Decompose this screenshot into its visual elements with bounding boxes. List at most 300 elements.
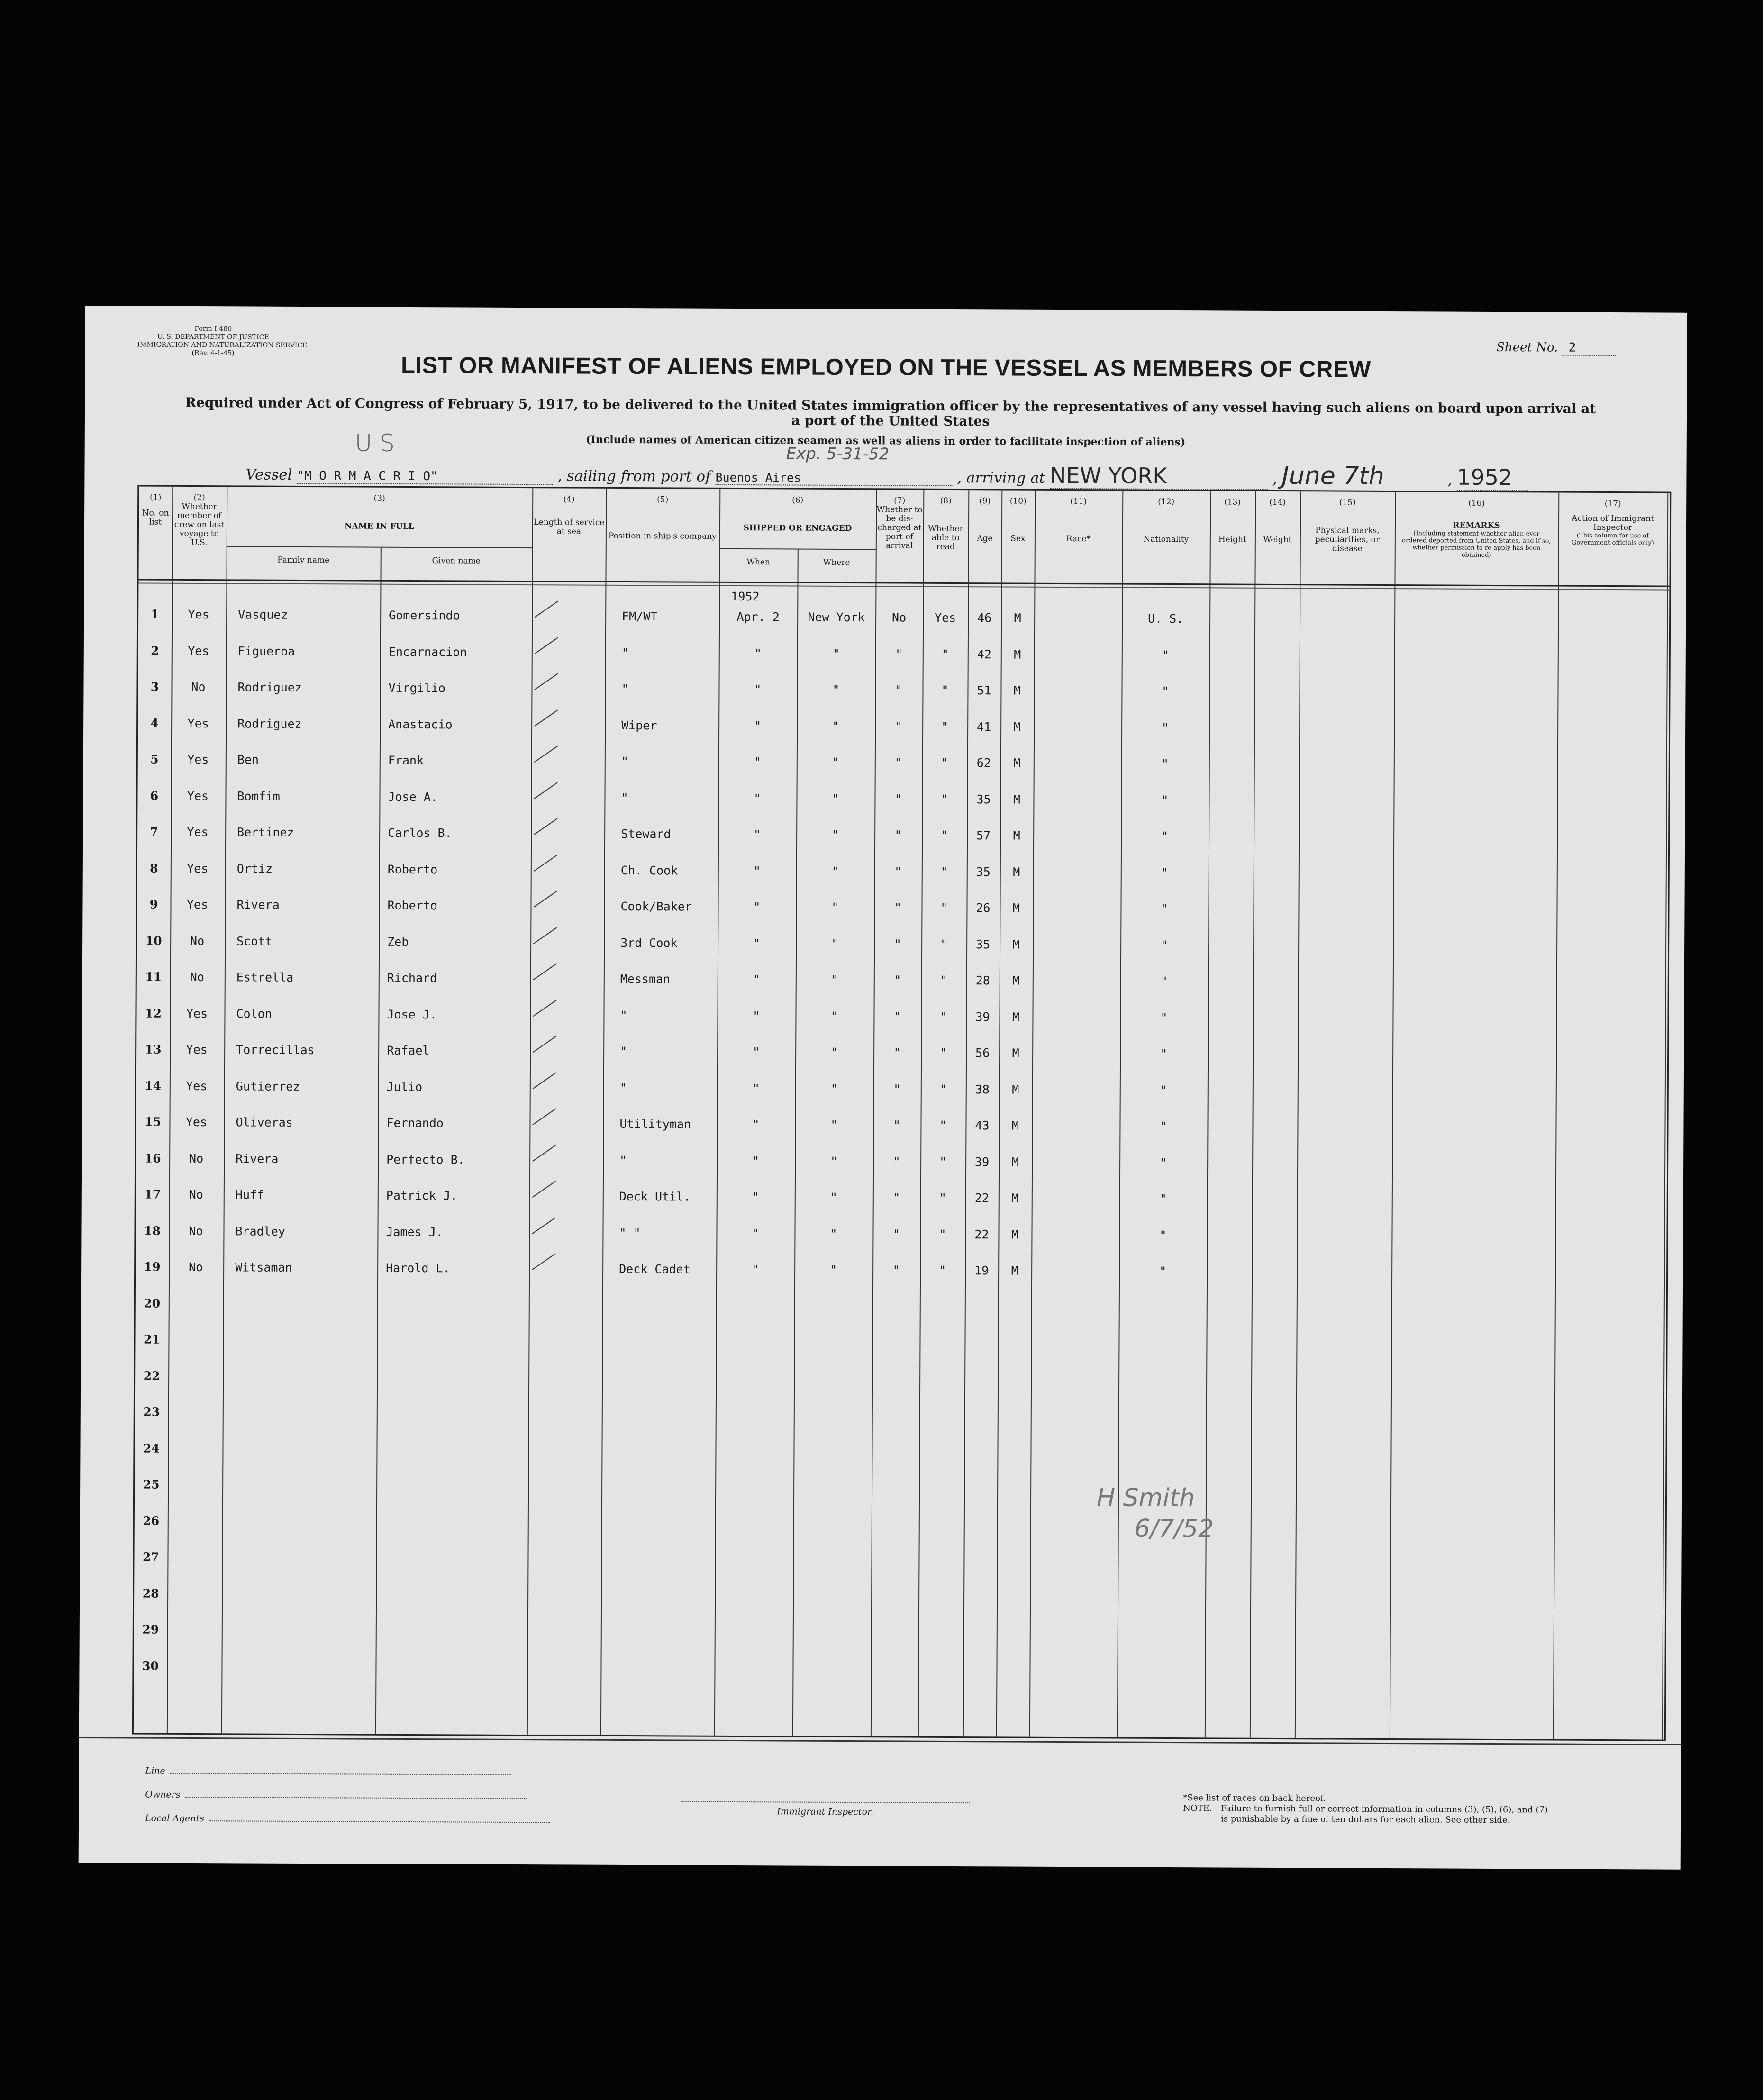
vessel-name: "M O R M A C R I O"	[297, 469, 553, 485]
able-to-read: "	[940, 973, 947, 987]
arrival-date: June 7th	[1281, 462, 1443, 491]
crew-last-voyage: Yes	[188, 607, 209, 622]
nationality: "	[1159, 1264, 1167, 1278]
position: "	[621, 754, 628, 769]
given-name: Richard	[387, 971, 437, 985]
nationality: "	[1160, 974, 1168, 988]
nationality: "	[1160, 1155, 1167, 1170]
row-number: 18	[144, 1224, 161, 1238]
row-number: 22	[143, 1369, 160, 1383]
age: 42	[977, 647, 991, 661]
age: 39	[975, 1155, 990, 1169]
inspection-date: 6/7/52	[1134, 1514, 1214, 1544]
discharged: "	[893, 1154, 900, 1169]
discharged: No	[892, 610, 907, 625]
nationality: "	[1160, 1119, 1167, 1133]
crew-last-voyage: Yes	[187, 861, 209, 875]
position: " "	[619, 1226, 641, 1240]
given-name: Frank	[388, 753, 424, 768]
crew-last-voyage: No	[190, 934, 205, 948]
discharged: "	[895, 683, 903, 697]
vessel-label: Vessel	[245, 466, 292, 483]
row-number: 3	[150, 680, 159, 694]
family-name: Witsaman	[235, 1260, 292, 1274]
family-name: Vasquez	[238, 608, 288, 622]
crew-last-voyage: Yes	[188, 644, 209, 658]
sheet-number	[1496, 340, 1616, 356]
col-12-header: (12) Nationality	[1143, 497, 1189, 545]
family-name: Bomfim	[237, 789, 280, 803]
empty-row	[135, 1514, 1665, 1557]
local-agents-field: Local Agents	[145, 1813, 550, 1826]
position: Cook/Baker	[620, 899, 692, 914]
row-number: 7	[150, 825, 158, 839]
discharged: "	[893, 1009, 901, 1024]
sex: M	[1011, 1155, 1019, 1169]
shipped-where: "	[832, 646, 840, 661]
empty-row	[134, 1550, 1665, 1593]
shipped-where: "	[831, 900, 839, 914]
sex: M	[1012, 1010, 1020, 1024]
col-1-header: (1) No. on list	[142, 492, 169, 527]
position: "	[620, 1044, 627, 1059]
shipped-where: "	[832, 827, 839, 842]
shipped-when: "	[752, 1190, 759, 1204]
age: 38	[975, 1082, 990, 1096]
arriving-label: , arriving at	[957, 469, 1045, 487]
position: Deck Cadet	[619, 1262, 691, 1276]
discharged: "	[893, 1082, 901, 1096]
line-field: Line	[145, 1766, 511, 1778]
row-number: 24	[143, 1441, 160, 1455]
shipped-when: "	[752, 1263, 759, 1277]
able-to-read: "	[939, 1263, 946, 1277]
empty-row	[135, 1441, 1665, 1484]
table-row	[136, 1006, 1667, 1049]
empty-row	[134, 1659, 1664, 1702]
row-number: 25	[143, 1477, 160, 1491]
able-to-read: "	[939, 1082, 947, 1096]
given-name-header: Given name	[432, 556, 481, 566]
row-number: 28	[142, 1586, 159, 1600]
shipped-where: New York	[808, 610, 865, 625]
given-name: Jose J.	[387, 1007, 437, 1021]
sex: M	[1011, 1191, 1019, 1205]
empty-row	[135, 1369, 1666, 1412]
col-2-header: (2) Whether member of crew on last voyage to U.S.	[174, 493, 225, 548]
discharged: "	[893, 1118, 901, 1132]
col-7-header: (7) Whether to be dis-charged at port of arrival	[876, 496, 923, 551]
handwritten-us: U S	[354, 429, 395, 457]
family-name: Ben	[237, 753, 259, 767]
able-to-read: "	[939, 1227, 946, 1241]
col-8-header: (8) Whether able to read	[928, 496, 963, 552]
given-name: Julio	[386, 1080, 423, 1094]
able-to-read: "	[939, 1118, 947, 1132]
age: 19	[974, 1264, 989, 1278]
nationality: "	[1161, 829, 1169, 843]
owners-field: Owners	[145, 1790, 526, 1802]
document-title: LIST OR MANIFEST OF ALIENS EMPLOYED ON THE VESSEL AS MEMBERS OF CREW	[400, 352, 1371, 382]
row-number: 29	[142, 1622, 159, 1636]
able-to-read: Yes	[935, 610, 956, 625]
age: 43	[975, 1118, 990, 1133]
age: 35	[976, 864, 991, 879]
position: "	[621, 645, 629, 660]
discharged: "	[894, 900, 902, 915]
shipped-where: "	[832, 682, 840, 697]
col-14-header: (14) Weight	[1263, 497, 1292, 545]
crew-last-voyage: Yes	[186, 897, 209, 912]
age: 56	[975, 1046, 990, 1060]
table-row	[138, 752, 1669, 795]
table-row	[138, 680, 1669, 723]
shipped-when: "	[754, 646, 762, 660]
row-number: 10	[145, 934, 162, 948]
row-number: 13	[145, 1042, 162, 1056]
discharged: "	[895, 646, 903, 661]
sex: M	[1012, 973, 1020, 988]
requirement-text: Required under Act of Congress of February 5, 1917, to be delivered to the United States immigration officer by the representatives of any vessel having such aliens on board upon arrival at a port of the United States	[185, 394, 1596, 429]
position: Ch. Cook	[620, 863, 678, 877]
nationality: "	[1161, 901, 1168, 916]
nationality: "	[1160, 1046, 1168, 1061]
position: Messman	[620, 972, 671, 986]
nationality: "	[1161, 793, 1169, 807]
empty-row	[135, 1477, 1665, 1520]
empty-row	[134, 1586, 1665, 1629]
sex: M	[1011, 1227, 1019, 1242]
age: 57	[976, 828, 991, 843]
able-to-read: "	[941, 719, 949, 734]
table-row	[136, 1151, 1667, 1194]
include-note: (Include names of American citizen seamen as well as aliens in order to facilitate inspection of aliens)	[586, 433, 1186, 449]
table-row	[138, 644, 1669, 687]
able-to-read: "	[941, 755, 948, 770]
discharged: "	[893, 1191, 900, 1205]
position: Deck Util.	[619, 1189, 691, 1204]
shipped-where: "	[830, 1190, 837, 1204]
able-to-read: "	[940, 1045, 947, 1060]
shipped-when: "	[754, 682, 762, 697]
col-15-header: (15) Physical marks, peculiarities, or disease	[1315, 498, 1380, 554]
row-number: 5	[150, 752, 159, 766]
where-header: Where	[823, 557, 850, 568]
row-number: 21	[144, 1332, 160, 1346]
shipped-when: "	[752, 1118, 760, 1132]
given-name: Roberto	[387, 898, 437, 913]
sex: M	[1012, 1046, 1019, 1060]
discharged: "	[895, 719, 902, 734]
row-number: 23	[143, 1405, 160, 1419]
sex: M	[1011, 1118, 1019, 1133]
family-name: Huff	[235, 1188, 264, 1202]
given-name: Roberto	[387, 862, 438, 876]
shipped-where: "	[830, 1154, 838, 1168]
family-name: Colon	[236, 1006, 272, 1021]
table-row	[137, 970, 1668, 1013]
crew-last-voyage: No	[191, 680, 206, 694]
row-number: 8	[150, 861, 158, 875]
given-name: Encarnacion	[388, 645, 467, 659]
shipped-when: "	[752, 1081, 760, 1095]
row-number: 9	[149, 897, 158, 911]
sex: M	[1011, 1264, 1018, 1278]
nationality: "	[1162, 684, 1169, 698]
nationality: "	[1159, 1191, 1167, 1206]
sex: M	[1013, 683, 1021, 698]
discharged: "	[895, 755, 902, 770]
col-17-header: (17) Action of Immigrant Inspector (This column for use of Government officials only)	[1571, 499, 1654, 547]
given-name: Perfecto B.	[386, 1152, 465, 1167]
row-number: 2	[151, 644, 159, 658]
crew-last-voyage: Yes	[187, 752, 209, 767]
row-number: 14	[145, 1079, 162, 1093]
given-name: Carlos B.	[388, 826, 452, 840]
shipped-when: "	[754, 755, 761, 769]
nationality: "	[1160, 1010, 1168, 1025]
check-mark	[535, 600, 558, 618]
crew-last-voyage: Yes	[186, 1042, 208, 1057]
shipped-when: "	[754, 827, 761, 842]
empty-row	[136, 1296, 1666, 1339]
crew-last-voyage: Yes	[187, 716, 209, 730]
table-row	[137, 825, 1668, 868]
immigrant-inspector-line: Immigrant Inspector.	[681, 1801, 970, 1818]
sex: M	[1013, 792, 1021, 807]
crew-last-voyage: No	[189, 1187, 203, 1202]
crew-last-voyage: Yes	[186, 1079, 208, 1093]
age: 41	[977, 719, 991, 734]
when-header: When	[746, 557, 770, 567]
age: 28	[975, 973, 990, 988]
family-name: Rivera	[236, 1151, 279, 1166]
sex: M	[1012, 937, 1020, 952]
col-13-header: (13) Height	[1218, 497, 1246, 545]
given-name: Gomersindo	[389, 608, 460, 623]
crew-last-voyage: No	[189, 1224, 203, 1238]
family-name: Bertinez	[237, 825, 294, 839]
sex: M	[1012, 1082, 1019, 1097]
row-number: 26	[143, 1514, 160, 1528]
form-number: Form I-480	[194, 325, 232, 333]
given-name: Jose A.	[388, 790, 438, 804]
empty-row	[135, 1405, 1666, 1448]
handwritten-expiry: Exp. 5-31-52	[786, 444, 890, 464]
family-name-header: Family name	[277, 555, 330, 565]
position: "	[621, 682, 629, 696]
age: 22	[974, 1191, 989, 1205]
table-row	[138, 716, 1669, 759]
sex: M	[1014, 647, 1021, 662]
age: 26	[976, 901, 991, 915]
sex: M	[1012, 901, 1020, 915]
discharged: "	[894, 791, 902, 806]
given-name: Virgilio	[388, 681, 445, 695]
sex: M	[1014, 611, 1021, 625]
position: FM/WT	[622, 609, 658, 624]
shipped-when: "	[753, 900, 761, 914]
year-header: 1952	[731, 589, 760, 604]
shipped-where: "	[830, 1227, 837, 1241]
family-name: Rodriguez	[237, 680, 302, 695]
nationality: "	[1161, 938, 1168, 952]
shipped-where: "	[830, 1263, 837, 1277]
table-row	[136, 1079, 1667, 1122]
family-name: Oliveras	[236, 1115, 293, 1129]
col-10-header: (10) Sex	[1009, 496, 1027, 544]
shipped-where: "	[831, 1009, 838, 1023]
family-name: Estrella	[236, 970, 294, 984]
able-to-read: "	[941, 647, 949, 661]
family-name: Gutierrez	[236, 1079, 300, 1093]
discharged: "	[892, 1263, 900, 1277]
row-number: 1	[151, 607, 159, 621]
position: Wiper	[621, 718, 657, 732]
age: 22	[974, 1227, 989, 1241]
discharged: "	[894, 828, 902, 842]
col-3-header: (3) NAME IN FULL	[345, 493, 414, 532]
able-to-read: "	[941, 792, 948, 806]
able-to-read: "	[941, 828, 948, 842]
inspector-signature: H Smith	[1096, 1483, 1195, 1513]
discharged: "	[894, 864, 902, 879]
row-number: 4	[150, 716, 159, 730]
discharged: "	[893, 1045, 901, 1060]
crew-last-voyage: Yes	[185, 1115, 208, 1129]
shipped-where: "	[832, 791, 839, 806]
table-row	[137, 789, 1668, 832]
sex: M	[1013, 720, 1021, 734]
shipped-when: "	[753, 1009, 760, 1023]
family-name: Torrecillas	[236, 1043, 315, 1057]
arrival-year: 1952	[1457, 464, 1528, 491]
position: Steward	[621, 827, 671, 841]
table-row	[137, 861, 1668, 904]
row-number: 16	[144, 1151, 161, 1165]
able-to-read: "	[940, 1009, 947, 1024]
form-revision: (Rev. 4-1-45)	[191, 349, 235, 357]
crew-last-voyage: No	[190, 970, 204, 984]
nationality: U. S.	[1147, 611, 1184, 626]
discharged: "	[894, 936, 901, 951]
table-row	[136, 1187, 1667, 1230]
shipped-when: "	[753, 936, 761, 950]
discharged: "	[892, 1227, 900, 1241]
departure-port: Buenos Aires	[715, 471, 952, 486]
given-name: Zeb	[387, 935, 409, 949]
family-name: Ortiz	[236, 861, 273, 876]
footer-note: *See list of races on back hereof. NOTE.—Failure to furnish full or correct information in columns (3), (5), (6), and (7) is punishable by a fine of ten dollars for each alien. See other side.	[1183, 1793, 1548, 1826]
sex: M	[1013, 756, 1021, 770]
position: "	[619, 1081, 627, 1095]
family-name: Bradley	[235, 1224, 285, 1238]
vessel-line: Vessel "M O R M A C R I O" , sailing from port of Buenos Aires , arriving at NEW YORK , June 7th , 1952	[245, 457, 1528, 492]
crew-last-voyage: No	[189, 1260, 203, 1274]
age: 46	[977, 611, 992, 625]
sheet-value: 2	[1562, 341, 1616, 356]
shipped-where: "	[831, 936, 839, 951]
shipped-when: Apr. 2	[736, 610, 780, 624]
table-row	[136, 1224, 1666, 1267]
table-row	[137, 934, 1668, 977]
able-to-read: "	[940, 900, 948, 915]
crew-last-voyage: No	[189, 1151, 204, 1165]
row-number: 20	[144, 1296, 161, 1310]
sailing-label: , sailing from port of	[557, 467, 711, 485]
department-name: U. S. DEPARTMENT OF JUSTICE	[157, 333, 269, 341]
given-name: Harold L.	[386, 1261, 450, 1275]
crew-table	[132, 485, 1671, 1741]
given-name: Fernando	[386, 1116, 444, 1130]
given-name: James J.	[386, 1225, 443, 1239]
shipped-where: "	[832, 755, 839, 769]
nationality: "	[1160, 1083, 1167, 1097]
table-row	[136, 1042, 1667, 1085]
shipped-when: "	[753, 973, 760, 987]
shipped-when: "	[752, 1226, 759, 1240]
shipped-when: "	[754, 718, 762, 733]
col-9-header: (9) Age	[977, 496, 993, 544]
given-name: Patrick J.	[386, 1188, 458, 1203]
shipped-where: "	[830, 1082, 838, 1096]
position: "	[621, 791, 628, 805]
shipped-when: "	[754, 791, 761, 805]
family-name: Figueroa	[237, 644, 295, 658]
col-6-header: (6) SHIPPED OR ENGAGED	[743, 495, 852, 534]
row-number: 17	[144, 1187, 161, 1201]
given-name: Anastacio	[388, 717, 453, 731]
row-number: 27	[143, 1550, 159, 1564]
nationality: "	[1162, 720, 1169, 735]
discharged: "	[894, 973, 901, 987]
row-number: 15	[145, 1115, 161, 1129]
sex: M	[1013, 828, 1020, 843]
row-number: 19	[144, 1260, 161, 1274]
row-number: 30	[142, 1659, 159, 1673]
able-to-read: "	[941, 683, 949, 697]
able-to-read: "	[940, 864, 948, 879]
row-number: 6	[150, 789, 159, 803]
shipped-where: "	[830, 1118, 838, 1132]
shipped-where: "	[832, 719, 840, 733]
crew-last-voyage: Yes	[187, 825, 209, 839]
table-row	[136, 1115, 1667, 1158]
shipped-where: "	[831, 973, 838, 987]
empty-row	[134, 1622, 1665, 1665]
position: "	[619, 1153, 627, 1167]
family-name: Scott	[236, 934, 273, 948]
shipped-when: "	[753, 1045, 760, 1059]
shipped-when: "	[753, 864, 761, 878]
age: 35	[976, 792, 991, 806]
crew-last-voyage: Yes	[187, 789, 209, 803]
family-name: Rivera	[236, 898, 280, 912]
col-4-header: (4) Length of service at sea	[533, 494, 605, 536]
col-11-header: (11) Race*	[1066, 497, 1091, 544]
able-to-read: "	[939, 1191, 946, 1205]
age: 39	[975, 1009, 990, 1024]
row-number: 12	[145, 1006, 162, 1020]
age: 35	[976, 937, 991, 951]
shipped-where: "	[831, 1045, 838, 1059]
position: Utilityman	[619, 1117, 691, 1131]
position: "	[620, 1008, 627, 1022]
col-16-header: (16) REMARKS (Including statement whether alien ever ordered deported from United States, and if so, whether permission to re-apply has been obtained)	[1402, 498, 1551, 559]
sheet-label: Sheet No.	[1496, 340, 1558, 355]
given-name: Rafael	[387, 1043, 430, 1058]
manifest-sheet	[79, 306, 1687, 1870]
